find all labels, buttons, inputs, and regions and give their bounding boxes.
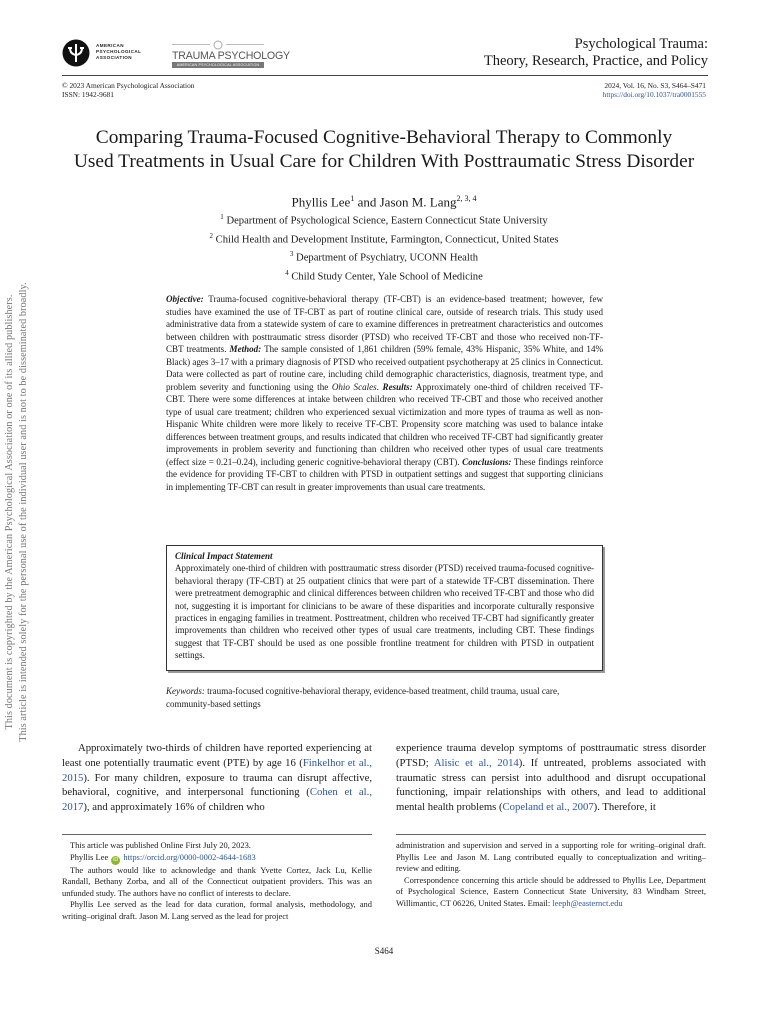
journal-name	[484, 36, 708, 70]
orcid-author: Phyllis Lee	[70, 851, 109, 862]
citation-link[interactable]: Alisic et al., 2014	[433, 756, 519, 769]
apa-logo-line: AMERICAN	[96, 43, 124, 48]
citation-link[interactable]: Cohen et al., 2017	[62, 786, 372, 814]
clinical-impact-box	[166, 545, 603, 671]
affiliation	[40, 229, 728, 248]
body-text: ). If untreated, problems associated with traumatic stress can persist into adulthood and disrupt occupational functioning, impair relationships with others, and lead to additional mental health problems (	[396, 756, 706, 814]
abstract-method: The sample consisted of 1,861 children (59% female, 43% Hispanic, 35% White, and 14% Black) ages 3–17 with a primary diagnosis of PTSD who received outpatient psychotherapy at 25 clinics in Connecticut. Data were collected as part of routine care, including child demographic characteristics, diagnosis, treatment type, and problem severity and functioning using the	[166, 344, 603, 392]
author-affiliation-mark: 1	[350, 194, 355, 203]
body-text: experience trauma develop symptoms of posttraumatic stress disorder (PTSD;	[396, 742, 706, 769]
journal-name-line-2: Theory, Research, Practice, and Policy	[483, 53, 708, 69]
author-name: Phyllis Lee	[291, 194, 351, 210]
affiliation-list	[40, 210, 728, 285]
keywords-text: trauma-focused cognitive-behavioral therapy, evidence-based treatment, child trauma, usual care, community-based settings	[166, 686, 560, 709]
footnote-rule	[62, 834, 372, 835]
affiliation-text: Department of Psychological Science, Eastern Connecticut State University	[223, 215, 548, 227]
footnotes-left	[62, 840, 372, 923]
footnote-rule	[396, 834, 706, 835]
keywords-label: Keywords:	[166, 686, 205, 696]
division-logo-name: TRAUMA PSYCHOLOGY	[172, 50, 290, 62]
abstract-method-end: .	[376, 381, 383, 392]
correspondence-note	[396, 875, 706, 910]
author-name: Jason M. Lang	[379, 194, 457, 210]
affiliation-mark: 2	[209, 231, 214, 240]
affiliation-mark: 3	[289, 250, 294, 259]
acknowledgment-note: The authors would like to acknowledge and thank Yvette Cortez, Jack Lu, Kellie Randall, Bethany Zorba, and all of the Connecticut outpatient providers. This was an unfunded study. The authors have no conflict of interests to declare.	[62, 864, 372, 898]
trauma-psychology-logo	[172, 40, 290, 68]
abstract-method-italic: Ohio Scales	[331, 381, 377, 392]
body-column-right	[396, 741, 706, 815]
affiliation	[40, 210, 728, 229]
footnotes-right	[396, 840, 706, 910]
publication-note: This article was published Online First July 20, 2023.	[70, 840, 251, 850]
email-link[interactable]: leeph@easternct.edu	[552, 897, 623, 908]
author-list	[40, 194, 728, 210]
abstract-objective: Trauma-focused cognitive-behavioral therapy (TF-CBT) is an evidence-based treatment; however, few studies have examined the use of TF-CBT as part of routine clinical care, outside of research trials. This study used administrative data from a statewide system of care to examine differences in pretreatment characteristics and outcomes between children with posttraumatic stress disorder (PTSD) who received TF-CBT and those who received non-TF-CBT treatments.	[166, 294, 603, 354]
abstract-results-label: Results:	[382, 381, 413, 392]
apa-logo-icon	[62, 39, 90, 67]
side-note-line-1: This document is copyrighted by the American Psychological Association or one of its allied publishers.	[4, 294, 15, 730]
author-affiliation-mark: 2, 3, 4	[456, 194, 477, 203]
volume-line: 2024, Vol. 16, No. S3, S464–S471	[604, 81, 706, 90]
author-conjunction: and	[354, 194, 380, 210]
apa-logo-text	[96, 43, 141, 61]
division-56-logo-icon	[172, 40, 264, 50]
side-note-text	[3, 282, 31, 741]
body-text: Approximately two-thirds of children have reported experiencing at least one potentially traumatic event (PTE) by age 16 (	[62, 742, 372, 769]
page-number: S464	[374, 946, 394, 956]
title-line-1: Comparing Trauma-Focused Cognitive-Behavioral Therapy to Commonly	[95, 127, 673, 148]
citation-link[interactable]: Finkelhor et al., 2015	[62, 756, 372, 784]
keywords	[166, 685, 603, 710]
abstract-conclusions: These findings reinforce the evidence for providing TF-CBT to children with PTSD in outpatient settings and suggest that supporting clinicians in implementing TF-CBT can result in greater improvements than usual care treatments.	[166, 456, 603, 492]
affiliation-text: Child Study Center, Yale School of Medicine	[288, 271, 483, 283]
apa-logo-line: PSYCHOLOGICAL	[96, 49, 142, 54]
affiliation-mark: 4	[285, 269, 289, 278]
clinical-impact-content	[175, 550, 594, 662]
citation-link[interactable]: Copeland et al., 2007	[502, 801, 594, 814]
side-note-line-2: This article is intended solely for the personal use of the individual user and is not to be disseminated broadly.	[18, 282, 29, 742]
journal-name-line-1: Psychological Trauma:	[574, 36, 708, 52]
body-text: ), and approximately 16% of children who	[83, 801, 265, 814]
issn-line: ISSN: 1942-9681	[62, 90, 114, 99]
correspondence-text: Correspondence concerning this article should be addressed to Phyllis Lee, Department of Psychological Science, Eastern Connecticut State University, 83 Windham Street, Willimantic, CT 06226, United States. Email:	[396, 874, 706, 908]
copyright-line: © 2023 American Psychological Association	[62, 81, 195, 90]
affiliation	[40, 247, 728, 266]
abstract-method-label: Method:	[229, 344, 262, 354]
title-line-2: Used Treatments in Usual Care for Children With Posttraumatic Stress Disorder	[73, 151, 695, 172]
copyright-side-note	[0, 0, 34, 1024]
clinical-impact-heading: Clinical Impact Statement	[175, 551, 273, 561]
doi-link[interactable]: https://doi.org/10.1037/tra0001555	[602, 90, 706, 99]
orcid-link[interactable]: https://orcid.org/0000-0002-4644-1683	[123, 851, 256, 862]
division-logo-subtitle: AMERICAN PSYCHOLOGICAL ASSOCIATION	[172, 62, 264, 68]
citation-info	[603, 81, 706, 99]
apa-logo	[62, 38, 152, 68]
author-roles-continued: administration and supervision and served in a supporting role for writing–original draft. Phyllis Lee and Jason M. Lang contributed equally to conceptualization and writing–review and editing.	[396, 840, 706, 874]
apa-logo-line: ASSOCIATION	[96, 55, 132, 60]
author-roles-note: Phyllis Lee served as the lead for data curation, formal analysis, methodology, and writing–original draft. Jason M. Lang served as the lead for project	[62, 899, 372, 921]
abstract-results: Approximately one-third of children received TF-CBT. There were some differences at intake between children who received TF-CBT and those who received another type of usual care treatment; children who experienced sexual victimization and more types of trauma as well as non-Hispanic White children were more likely to receive TF-CBT. Propensity score matching was used to balance intake differences between treatment groups, and results indicated that children who received TF-CBT had significantly greater improvements in problem severity and functioning than children who received other types of usual care treatments (effect size = 0.21–0.24), including generic cognitive-behavioral therapy (CBT).	[166, 381, 603, 467]
body-text: ). For many children, exposure to trauma can disrupt affective, behavioral, cognitive, and interpersonal functioning (	[62, 771, 372, 799]
header-rule	[62, 75, 708, 76]
body-text: ). Therefore, it	[593, 801, 656, 814]
clinical-impact-text: Approximately one-third of children with posttraumatic stress disorder (PTSD) received trauma-focused cognitive-behavioral therapy (TF-CBT) at 25 outpatient clinics that were part of a statewide TF-CBT dissemination. There were pretreatment demographic and clinical differences between children who received TF-CBT and those who did not, suggesting it is important for clinicians to be aware of these disparities and incorporate culturally responsive practices in engaging families in treatment. Posttreatment, children who received TF-CBT had significantly greater improvements than children who received other types of usual care treatments, including CBT. These findings suggest that TF-CBT should be used as one possible frontline treatment for children with PTSD in outpatient settings.	[175, 563, 594, 661]
affiliation-text: Department of Psychiatry, UCONN Health	[293, 253, 479, 264]
orcid-line	[62, 852, 372, 865]
affiliation-text: Child Health and Development Institute, Farmington, Connecticut, United States	[213, 234, 559, 246]
affiliation	[40, 266, 728, 285]
abstract-objective-label: Objective:	[166, 294, 204, 304]
abstract-conclusions-label: Conclusions:	[462, 456, 512, 467]
affiliation-mark: 1	[220, 213, 224, 221]
article-title	[40, 126, 728, 174]
body-column-left	[62, 741, 372, 815]
abstract	[166, 293, 603, 493]
copyright-info	[62, 81, 194, 99]
orcid-icon: iD	[113, 856, 119, 863]
